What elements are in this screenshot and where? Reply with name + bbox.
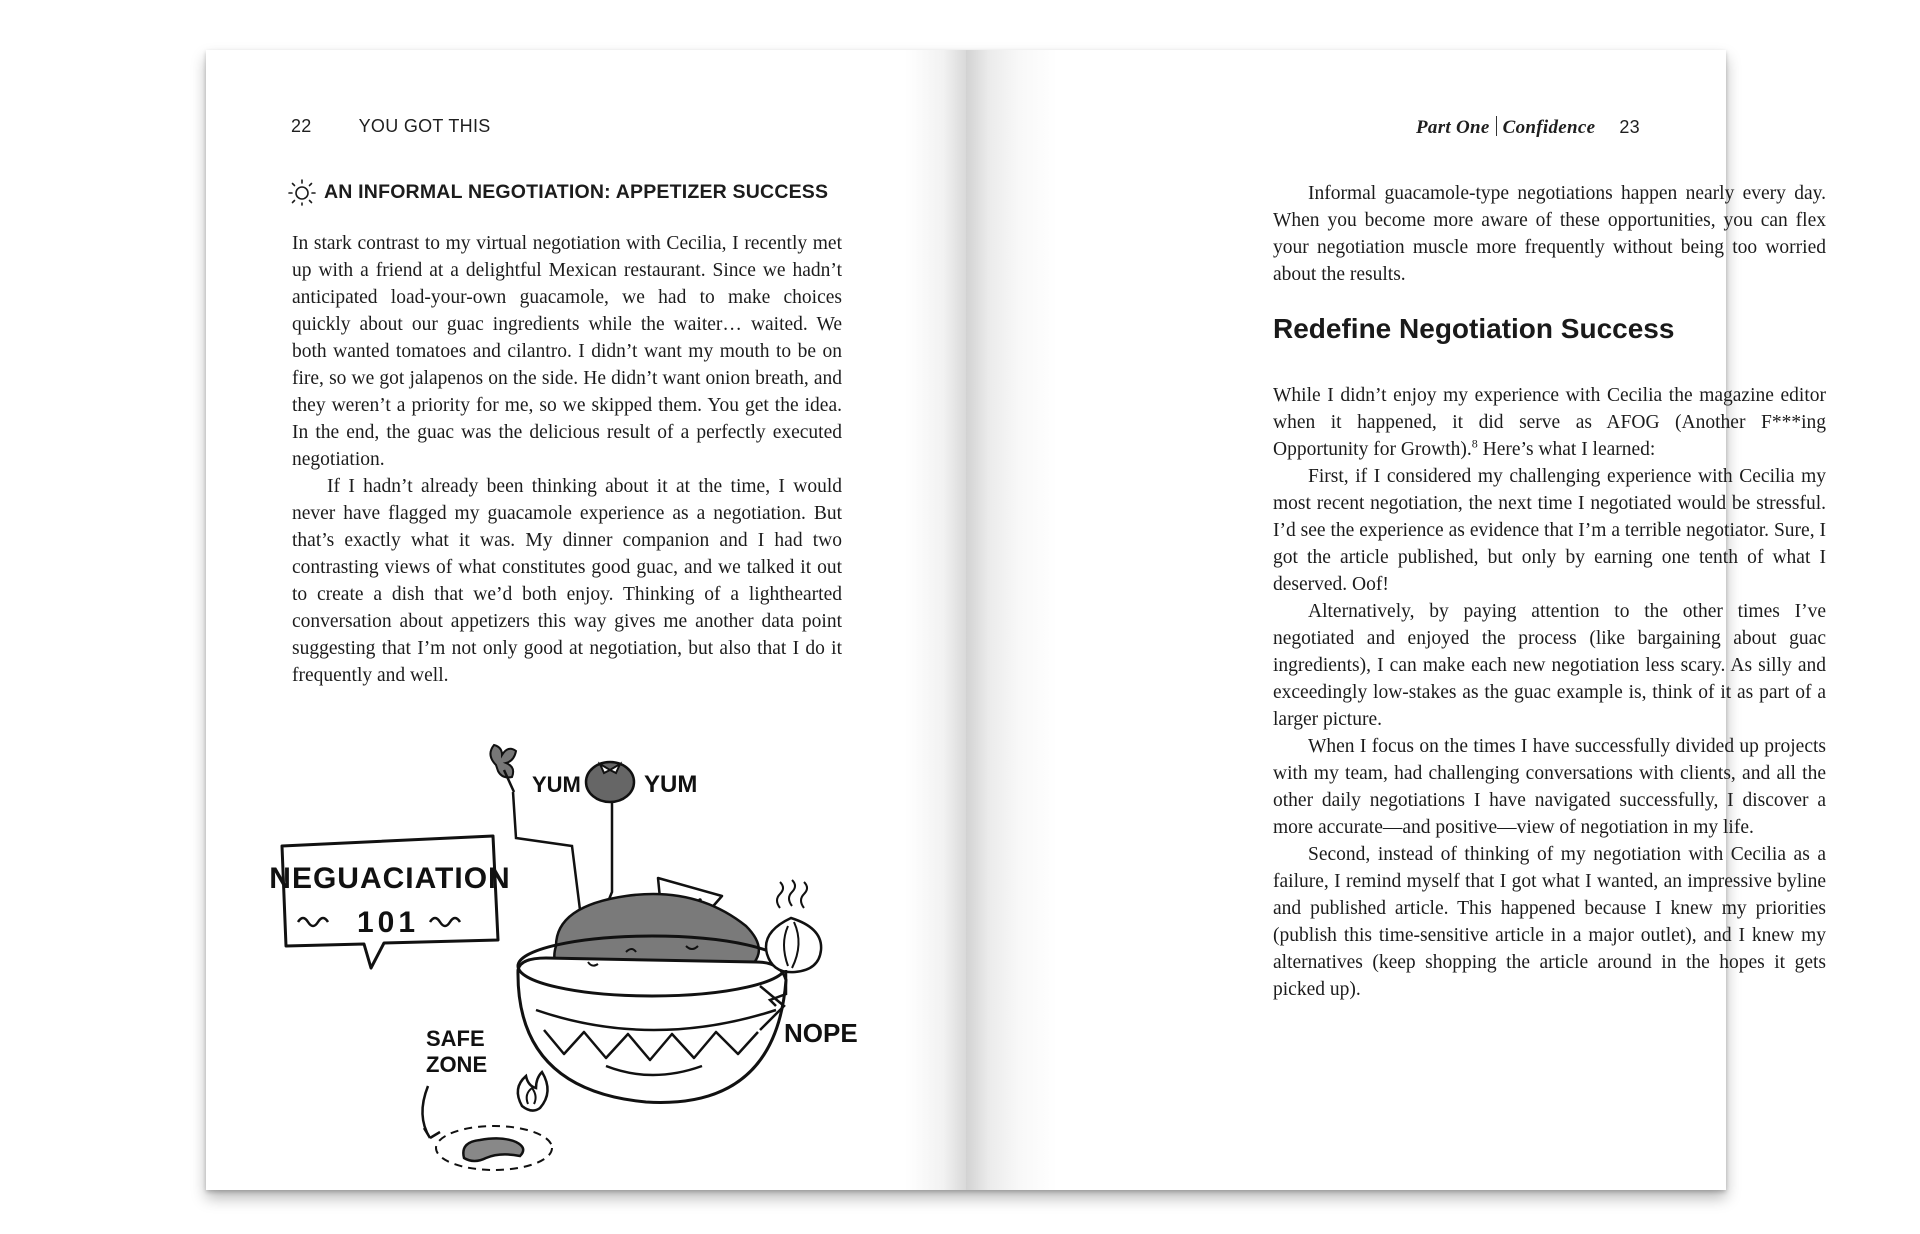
intro-text (1273, 180, 1826, 288)
guacamole-illustration (269, 700, 858, 1170)
p1-text-end: Here’s what I learned: (1477, 439, 1656, 460)
left-body-text (292, 230, 842, 689)
sun-icon (286, 178, 318, 206)
guacamole-bowl (518, 894, 786, 1102)
body-paragraph: Alternatively, by paying attention to the other times I’ve negotiated and enjoyed the process (like bargaining about guac ingredients), I can make each new negotiation less scary. As silly and exceedingly low-stakes as the guac example is, think of it as part of a larger picture. (1273, 601, 1826, 730)
cilantro-icon (490, 745, 580, 797)
intro-paragraph: Informal guacamole-type negotiations happen nearly every day. When you become more aware of these opportunities, you can flex your negotiation muscle more frequently without being too worried about the results. (1273, 183, 1826, 285)
body-paragraph: If I hadn’t already been thinking about it at the time, I would never have flagged my guacamole experience as a negotiation. But that’s exactly what it was. My dinner companion and I had two contrasting views of what constitutes good guac, and we talked it out to create a dish that we’d both enjoy. Thinking of a lighthearted conversation about appetizers this way gives me another data point suggesting that I’m not only good at negotiation, but also that I do it frequently and well. (292, 476, 842, 686)
section-heading (286, 178, 828, 206)
body-paragraph: Second, instead of thinking of my negotiation with Cecilia as a failure, I remind myself that I got what I wanted, an impressive byline and published article. This happened because I knew my priorities (publish this time-sensitive article in a major outlet), and I knew my alternatives (keep shopping the article around in the hopes it gets picked up). (1273, 844, 1826, 1000)
tomato-icon (586, 762, 697, 802)
tomato-label: YUM (644, 771, 698, 798)
body-paragraph: First, if I considered my challenging experience with Cecilia my most recent negotiation, the next time I negotiated would be stressful. I’d see the experience as evidence that I’m a terrible negotiator. Sure, I got the article published, but only by earning one tenth of what I deserved. Oof! (1273, 466, 1826, 595)
p1-text: While I didn’t enjoy my experience with Cecilia the magazine editor when it happened, it did serve as AFOG (Another F***ing Opportunity for Growth). (1273, 385, 1826, 460)
sign-title: NEGUACIATION (269, 862, 511, 895)
left-page-number: 22 (291, 116, 312, 136)
part-label: Part One (1416, 117, 1490, 138)
negotiation-sign (269, 836, 510, 968)
safe-zone-label-1: SAFE (426, 1026, 485, 1051)
book-spread (206, 50, 1826, 1190)
body-paragraph: In stark contrast to my virtual negotiation with Cecilia, I recently met up with a friend at a delightful Mexican restaurant. Since we hadn’t anticipated load-your-own guacamole, we had to make choices quickly about our guac ingredients while the waiter… waited. We both wanted tomatoes and cilantro. I didn’t want my mouth to be on fire, so we got jalapenos on the side. He didn’t want onion breath, and they weren’t a priority for me, so we skipped them. You get the idea. In the end, the guac was the delicious result of a perfectly executed negotiation. (292, 233, 842, 470)
left-running-head (291, 116, 491, 137)
chapter-label: Confidence (1502, 117, 1596, 138)
safe-zone-label-2: ZONE (426, 1052, 488, 1077)
sign-number: 101 (356, 906, 420, 939)
left-page (206, 50, 966, 1190)
right-body-text (1273, 382, 1826, 1003)
right-page (966, 50, 1826, 1190)
cilantro-label: YUM (532, 772, 581, 797)
running-title: YOU GOT THIS (358, 116, 491, 136)
body-paragraph (1273, 382, 1826, 463)
body-paragraph: When I focus on the times I have successfully divided up projects with my team, had challenging conversations with clients, and all the other daily negotiations I have navigated successfully, I discover a more accurate—and positive—view of negotiation in my life. (1273, 736, 1826, 838)
right-running-head (1416, 116, 1640, 139)
onion-label: NOPE (784, 1018, 858, 1048)
footnote-marker: 8 (1471, 436, 1478, 451)
subheading: Redefine Negotiation Success (1273, 313, 1675, 344)
safe-zone (422, 1026, 552, 1170)
section-heading-text: AN INFORMAL NEGOTIATION: APPETIZER SUCCESS (324, 180, 829, 203)
running-head-divider (1496, 116, 1497, 136)
right-page-number: 23 (1619, 117, 1640, 137)
